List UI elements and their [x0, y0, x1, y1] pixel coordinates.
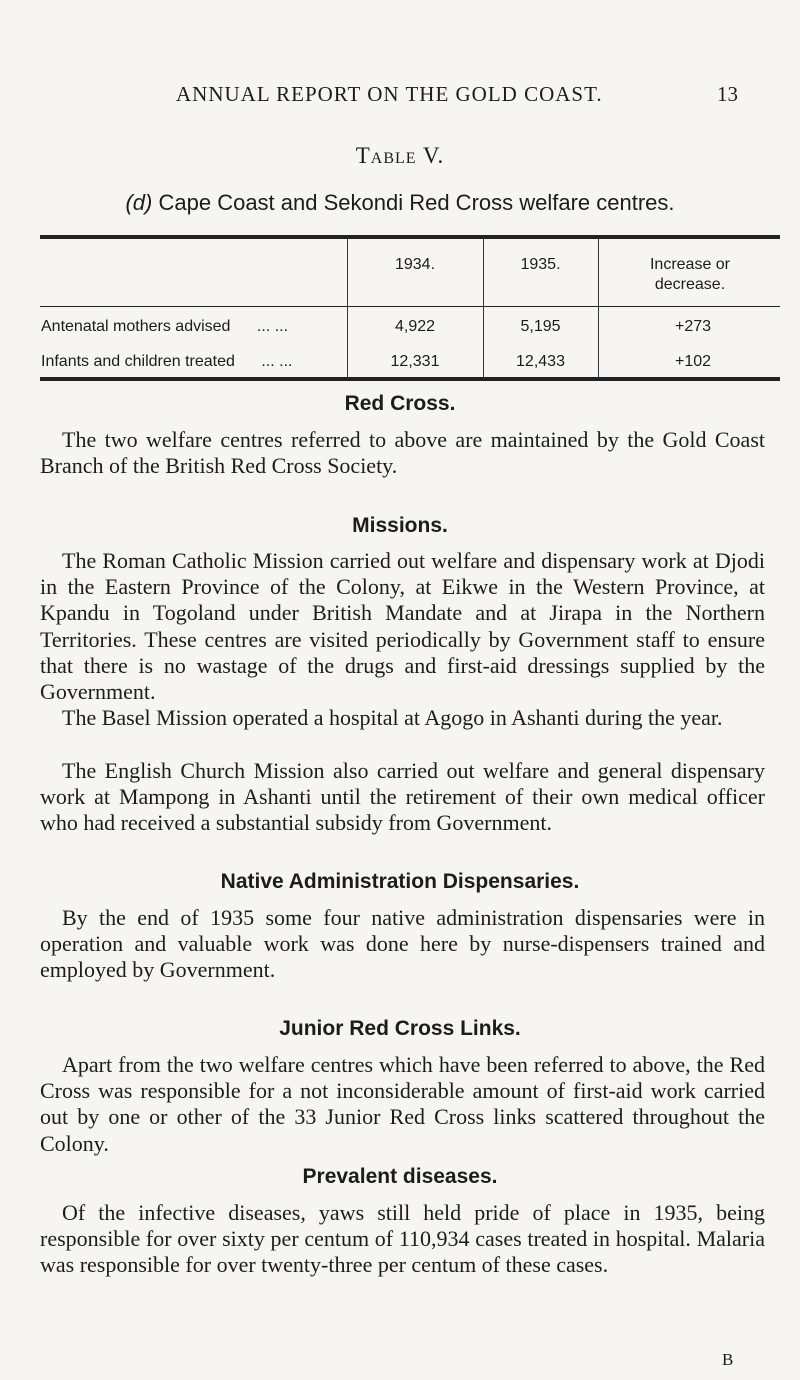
table-row-label: [41, 318, 288, 336]
section-heading-red-cross: Red Cross.: [344, 392, 456, 415]
signature-mark: B: [722, 1350, 734, 1369]
running-header: [0, 82, 800, 112]
table-caption: [0, 190, 800, 216]
paragraph: The Basel Mission operated a hospital at Agogo in Ashanti during the year.: [62, 705, 723, 730]
page-number: 13: [717, 82, 738, 106]
paragraph: Apart from the two welfare centres which have been referred to above, the Red Cross was responsible for a not inconsiderable amount of first-aid work carried out by one or other of the 33 Junior Red Cross links scattered throughout the Colony.: [40, 1052, 765, 1156]
column-divider: [598, 239, 599, 377]
section-heading-native-dispensaries: Native Administration Dispensaries.: [220, 870, 580, 893]
row-dot-leader: ... ...: [256, 318, 289, 335]
table-header-rule: [40, 306, 780, 307]
column-header-change: Increase or decrease.: [649, 256, 731, 293]
paragraph: The Roman Catholic Mission carried out welfare and dispensary work at Djodi in the Eastern Province of the Colony, at Eikwe in the Western Province, at Kpandu in Togoland under British Mandate and at Jirapa in the Northern Territories. These centres are visited periodically by Government staff to ensure that there is no wastage of the drugs and first-aid dressings supplied by the Government.: [40, 548, 765, 705]
table-title: Table V.: [355, 143, 445, 168]
table-caption-label: (d): [125, 190, 153, 215]
table-row-label: [41, 353, 292, 371]
paragraph: By the end of 1935 some four native administration dispensaries were in operation and valuable work was done here by nurse-dispensers trained and employed by Government.: [40, 905, 765, 983]
paragraph: The English Church Mission also carried out welfare and general dispensary work at Mampong in Ashanti until the retirement of their own medical officer who had received a substantial subsidy from Government.: [40, 758, 765, 836]
table-cell: 12,331: [390, 353, 440, 370]
row-dot-leader: ... ...: [261, 353, 293, 370]
paragraph: Of the infective diseases, yaws still held pride of place in 1935, being responsible for over sixty per centum of 110,934 cases treated in hospital. Malaria was responsible for over twenty-three per centum of these cases.: [40, 1200, 765, 1278]
table-cell: +102: [674, 353, 712, 370]
running-title: ANNUAL REPORT ON THE GOLD COAST.: [176, 82, 603, 106]
section-heading-missions: Missions.: [352, 514, 448, 537]
table-cell: 4,922: [394, 318, 436, 335]
column-header-1934: 1934.: [394, 256, 436, 273]
table-cell: +273: [674, 318, 712, 335]
section-heading-junior-red-cross: Junior Red Cross Links.: [279, 1017, 521, 1040]
table-caption-text: Cape Coast and Sekondi Red Cross welfare centres.: [158, 190, 675, 215]
paragraph: The two welfare centres referred to above are maintained by the Gold Coast Branch of the British Red Cross Society.: [40, 427, 765, 479]
column-header-1935: 1935.: [520, 256, 561, 273]
table-cell: 5,195: [520, 318, 561, 335]
row-label-text: Infants and children treated: [41, 353, 235, 370]
table-cell: 12,433: [516, 353, 565, 370]
statistics-table: [40, 235, 780, 381]
section-heading-prevalent-diseases: Prevalent diseases.: [302, 1165, 498, 1188]
row-label-text: Antenatal mothers advised: [41, 318, 231, 335]
